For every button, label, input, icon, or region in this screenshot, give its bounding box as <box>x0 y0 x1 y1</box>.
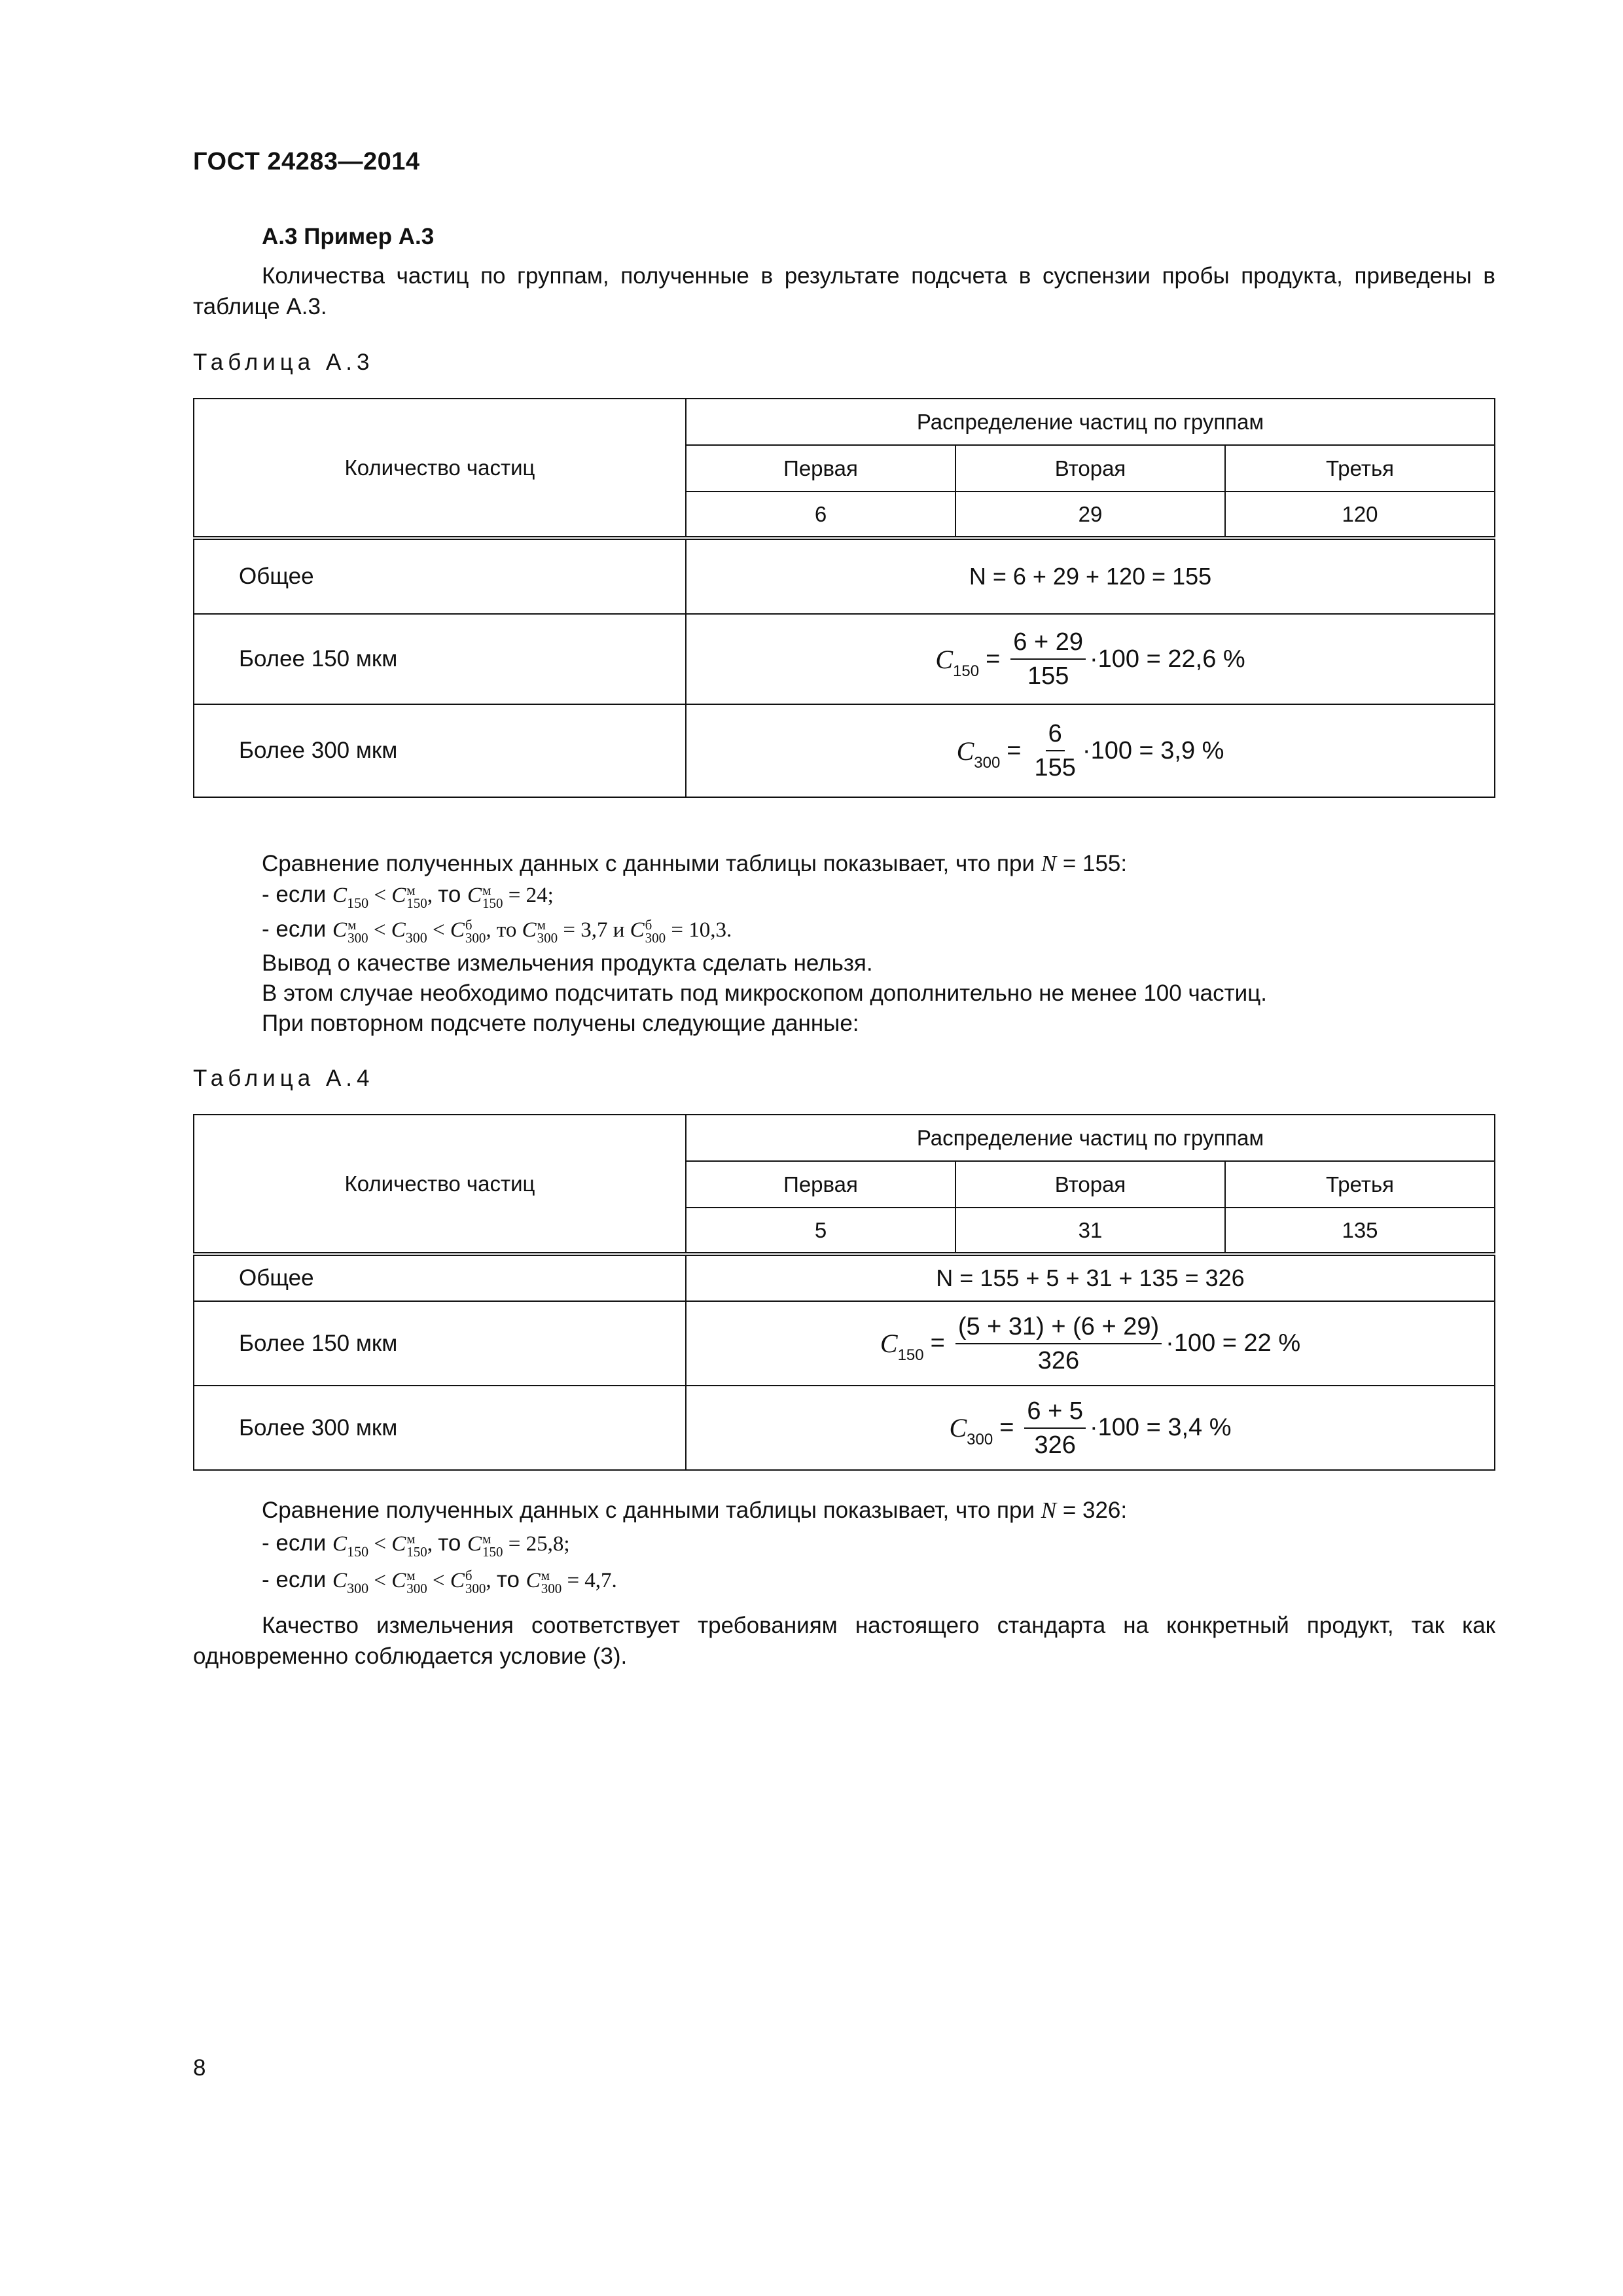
count-first: 5 <box>686 1208 955 1254</box>
comparison2-line1: Сравнение полученных данных с данными таблицы показывает, что при N = 326: <box>262 1498 1128 1523</box>
document-header: ГОСТ 24283—2014 <box>193 148 420 175</box>
row-label-300: Более 300 мкм <box>194 1386 686 1470</box>
intro-text: Количества частиц по группам, полученные в результате подсчета в суспензии пробы продукта, приведены в таблице А.3. <box>193 263 1495 319</box>
formula-300: $C_{300}$ = $\frac{6}{155}$ · 100 = 3,9 % <box>686 704 1495 797</box>
row-label-150: Более 150 мкм <box>194 614 686 704</box>
formula-150: $C_{150}$ = $\frac{6 + 29}{155}$ · 100 = 22,6 % <box>686 614 1495 704</box>
group-third: Третья <box>1225 1161 1495 1208</box>
col-head-quantity: Количество частиц <box>194 399 686 538</box>
table-a3 <box>193 398 1495 798</box>
group-head: Распределение частиц по группам <box>686 1115 1495 1161</box>
comparison2-if2: - если $C_{300} < C$ м 300 < C б 300 , то C м 300 = 4,7. <box>262 1567 617 1597</box>
page-number: 8 <box>193 2055 206 2081</box>
row-label-300: Более 300 мкм <box>194 704 686 797</box>
table-a3-caption: Таблица А.3 <box>193 350 374 375</box>
group-first: Первая <box>686 445 955 492</box>
comparison1-if1: - если $C_{150} < C$ м 150 , то C м 150 = 24; <box>262 882 554 912</box>
formula-300: $C_{300}$ = $\frac{6 + 5}{326}$ · 100 = 3,4 % <box>686 1386 1495 1470</box>
count-second: 31 <box>955 1208 1225 1254</box>
group-head: Распределение частиц по группам <box>686 399 1495 445</box>
row-label-total: Общее <box>194 538 686 614</box>
group-first: Первая <box>686 1161 955 1208</box>
count-second: 29 <box>955 492 1225 538</box>
table-a4-caption: Таблица А.4 <box>193 1066 374 1091</box>
section-title: А.3 Пример А.3 <box>262 224 435 249</box>
conclusion-text: Качество измельчения соответствует требованиям настоящего стандарта на конкретный продукт, так как одновременно соблюдается условие (3). <box>193 1613 1495 1669</box>
row-label-150: Более 150 мкм <box>194 1301 686 1386</box>
conclusion-paragraph <box>193 1610 1495 1672</box>
formula-total: N = 6 + 29 + 120 = 155 <box>686 538 1495 614</box>
intro-paragraph <box>193 260 1495 322</box>
comparison1-line6: При повторном подсчете получены следующие данные: <box>262 1011 859 1036</box>
table-a4 <box>193 1114 1495 1471</box>
formula-150: $C_{150}$ = $\frac{(5 + 31) + (6 + 29)}{326}$ · 100 = 22 % <box>686 1301 1495 1386</box>
comparison1-line4: Вывод о качестве измельчения продукта сделать нельзя. <box>262 950 873 976</box>
comparison1-if2: - если C м 300 < $C_{300} < C$ б 300 , то C м 300 = 3,7 и C б 300 = 10,3. <box>262 916 732 946</box>
col-head-quantity: Количество частиц <box>194 1115 686 1254</box>
comparison1-line5: В этом случае необходимо подсчитать под микроскопом дополнительно не менее 100 частиц. <box>262 980 1268 1006</box>
comparison1-line1: Сравнение полученных данных с данными таблицы показывает, что при N = 155: <box>262 851 1128 876</box>
comparison2-if1: - если $C_{150} < C$ м 150 , то C м 150 = 25,8; <box>262 1530 570 1560</box>
count-third: 120 <box>1225 492 1495 538</box>
formula-total: N = 155 + 5 + 31 + 135 = 326 <box>686 1254 1495 1301</box>
count-first: 6 <box>686 492 955 538</box>
row-label-total: Общее <box>194 1254 686 1301</box>
group-third: Третья <box>1225 445 1495 492</box>
group-second: Вторая <box>955 445 1225 492</box>
group-second: Вторая <box>955 1161 1225 1208</box>
count-third: 135 <box>1225 1208 1495 1254</box>
